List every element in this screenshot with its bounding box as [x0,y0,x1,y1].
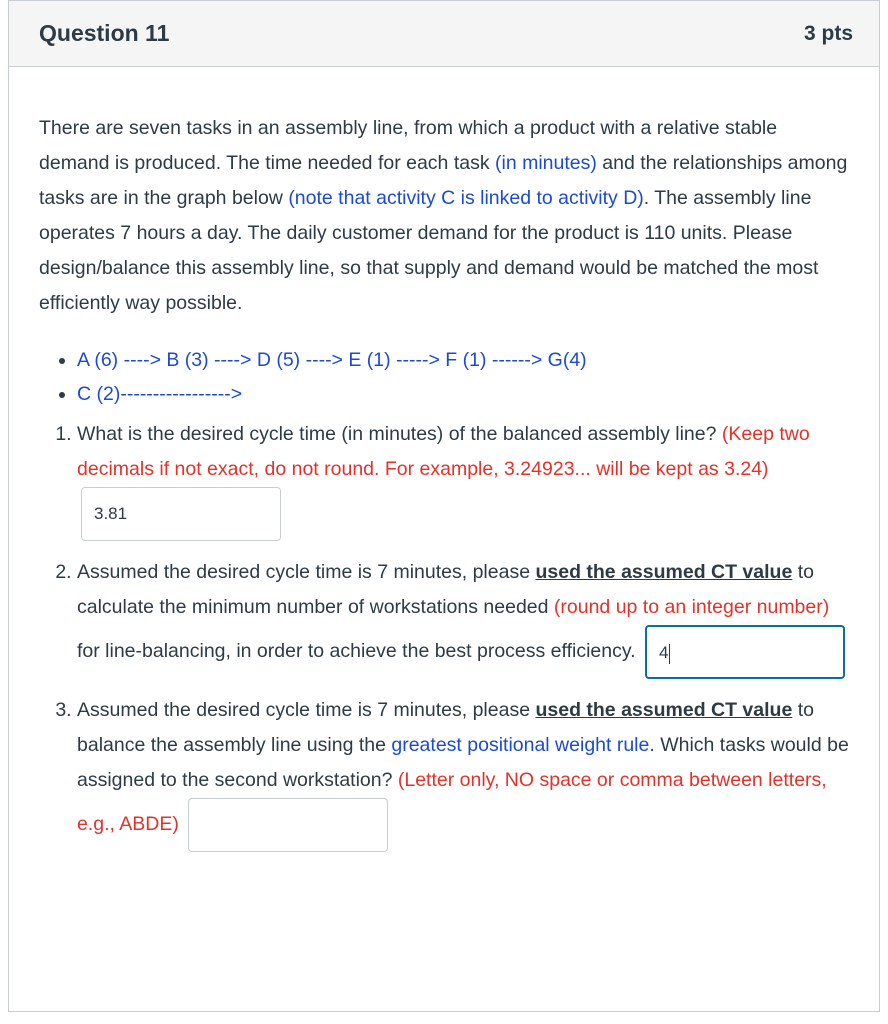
q1-answer-input[interactable]: 3.81 [81,487,281,541]
q2-emphasis: used the assumed CT value [535,561,793,583]
q1-note: (Keep two decimals if not exact, do not round. For example, 3.24923... will be kept as 3.24) [77,423,810,480]
question-points: 3 pts [803,21,853,45]
sub-question-3 [77,693,849,852]
q2-text: Assumed the desired cycle time is 7 minutes, please [77,561,536,583]
q3-text: to balance the assembly line using the [77,699,814,756]
q3-text: Assumed the desired cycle time is 7 minutes, please [77,699,536,721]
question-title: Question 11 [39,20,170,46]
intro-units-note: (in minutes) [495,152,597,174]
q2-answer-value: 4 [659,643,669,662]
intro-text: There are seven tasks in an assembly line, from which a product with a relative stable demand is produced. The time needed for each task [39,117,778,174]
q2-text: for line-balancing, in order to achieve the best process efficiency. [77,640,636,663]
question-body [9,67,879,852]
question-intro [39,111,849,321]
question-card [8,0,880,1012]
sub-question-list [39,417,849,852]
question-header [9,1,879,67]
q2-answer-input[interactable] [645,625,845,679]
task-chain-line: • C (2)-----------------> [77,377,849,411]
q3-text: . Which tasks would be assigned to the second workstation? [77,734,849,791]
intro-link-note: (note that activity C is linked to activity D) [288,187,644,209]
q3-emphasis: used the assumed CT value [535,699,793,721]
sub-question-1 [77,417,849,541]
q3-note: (Letter only, NO space or comma between letters, e.g., ABDE) [77,769,827,836]
task-chain-list [39,343,849,411]
q1-text: What is the desired cycle time (in minutes) of the balanced assembly line? [77,423,717,445]
task-chain-line: • A (6) ----> B (3) ----> D (5) ----> E (1) -----> F (1) ------> G(4) [77,343,849,377]
intro-text: and the relationships among tasks are in the graph below [39,152,848,209]
q3-answer-input[interactable] [188,798,388,852]
q2-text: to calculate the minimum number of workstations needed [77,561,814,618]
intro-text: . The assembly line operates 7 hours a day. The daily customer demand for the product is 110 units. Please design/balance this assembly line, so that supply and demand would be matched the most efficiently way possible. [39,187,819,314]
sub-question-2 [77,555,849,679]
q2-note: (round up to an integer number) [553,596,830,618]
q3-rule-note: greatest positional weight rule [391,734,650,756]
text-caret [669,644,670,664]
